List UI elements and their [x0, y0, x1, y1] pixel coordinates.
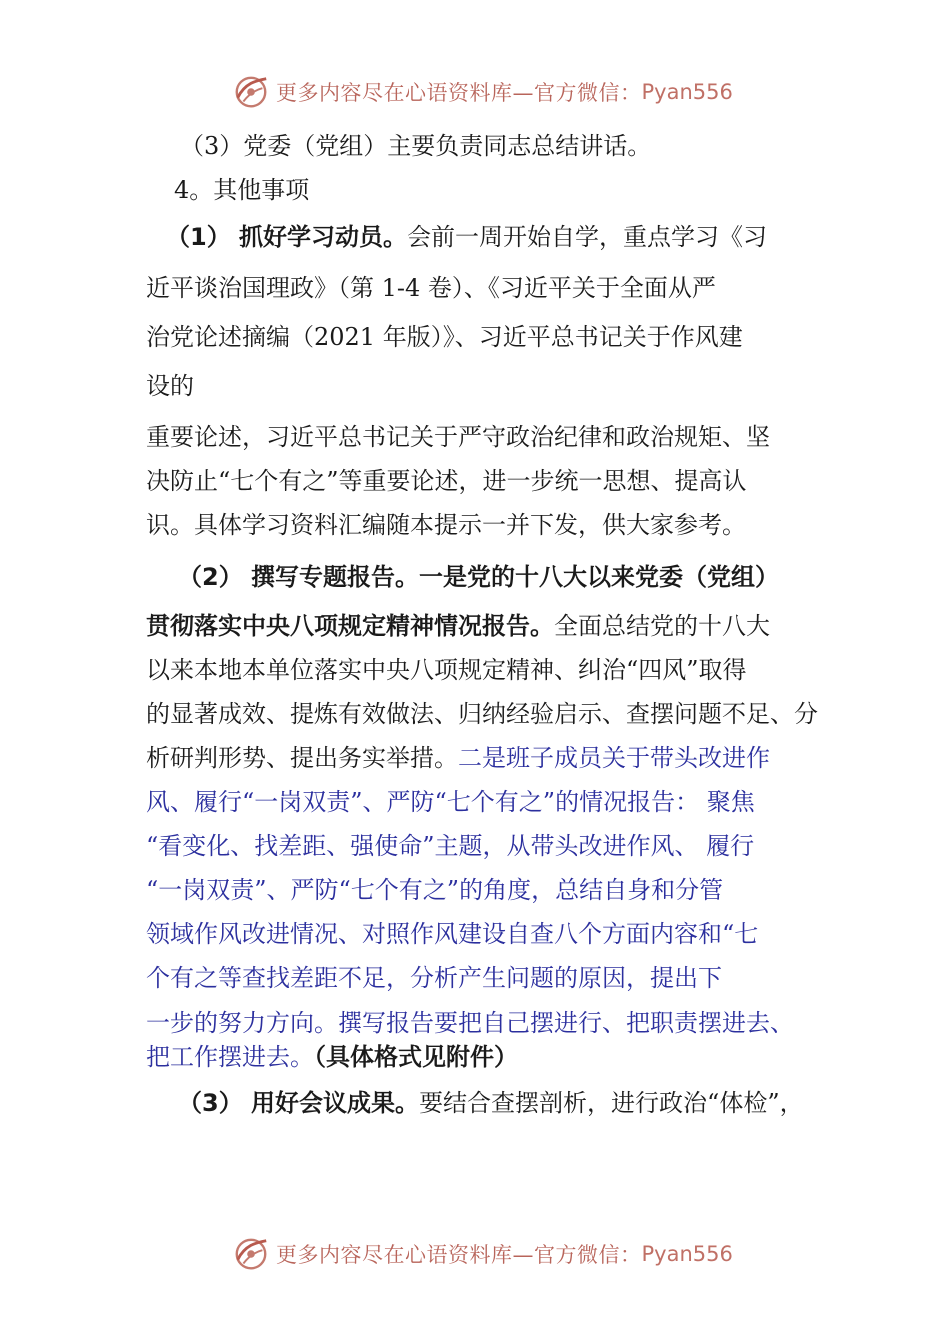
- line-8: 决防止“七个有之”等重要论述，进一步统一思想、提高认: [146, 467, 747, 495]
- line-1: （3）党委（党组）主要负责同志总结讲话。: [180, 132, 652, 160]
- line-18: 领域作风改进情况、对照作风建设自查八个方面内容和“七: [146, 920, 759, 948]
- line-20: 一步的努力方向。撰写报告要把自己摆进行、把职责摆进去、: [146, 1009, 794, 1037]
- line-4: 近平谈治国理政》（第 1-4 卷）、《习近平关于全面从严: [146, 274, 716, 302]
- header-watermark: [232, 72, 733, 112]
- library-logo-icon: [232, 1235, 270, 1273]
- line-3: （1） 抓好学习动员。会前一周开始自学，重点学习《习: [166, 223, 768, 251]
- line-13: 的显著成效、提炼有效做法、归纳经验启示、查摆问题不足、分: [146, 700, 818, 728]
- line-21: 把工作摆进去。（具体格式见附件）: [146, 1043, 518, 1071]
- watermark-wechat-id: Pyan556: [641, 1242, 733, 1266]
- line-9: 识。具体学习资料汇编随本提示一并下发，供大家参考。: [146, 511, 746, 539]
- line-19: 个有之等查找差距不足，分析产生问题的原因，提出下: [146, 964, 722, 992]
- watermark-wechat-id: Pyan556: [641, 80, 733, 104]
- footer-watermark: [232, 1234, 733, 1274]
- line-5: 治党论述摘编（2021 年版）》、习近平总书记关于作风建: [146, 323, 743, 351]
- line-16: “看变化、找差距、强使命”主题，从带头改进作风、 履行: [146, 832, 755, 860]
- line-10: （2） 撰写专题报告。一是党的十八大以来党委（党组）: [178, 563, 780, 591]
- line-22: （3） 用好会议成果。要结合查摆剖析，进行政治“体检”，: [178, 1089, 804, 1117]
- watermark-text: 更多内容尽在心语资料库—官方微信：: [276, 81, 642, 105]
- library-logo-icon: [232, 73, 270, 111]
- line-7: 重要论述，习近平总书记关于严守政治纪律和政治规矩、坚: [146, 423, 770, 451]
- line-12: 以来本地本单位落实中央八项规定精神、纠治“四风”取得: [146, 656, 747, 684]
- line-15: 风、履行“一岗双责”、严防“七个有之”的情况报告： 聚焦: [146, 788, 755, 816]
- line-11: 贯彻落实中央八项规定精神情况报告。全面总结党的十八大: [146, 612, 770, 640]
- line-17: “一岗双责”、严防“七个有之”的角度，总结自身和分管: [146, 876, 724, 904]
- line-6: 设的: [146, 372, 194, 400]
- watermark-text: 更多内容尽在心语资料库—官方微信：: [276, 1243, 642, 1267]
- line-2: 4。其他事项: [174, 176, 310, 204]
- line-14: 析研判形势、提出务实举措。二是班子成员关于带头改进作: [146, 744, 770, 772]
